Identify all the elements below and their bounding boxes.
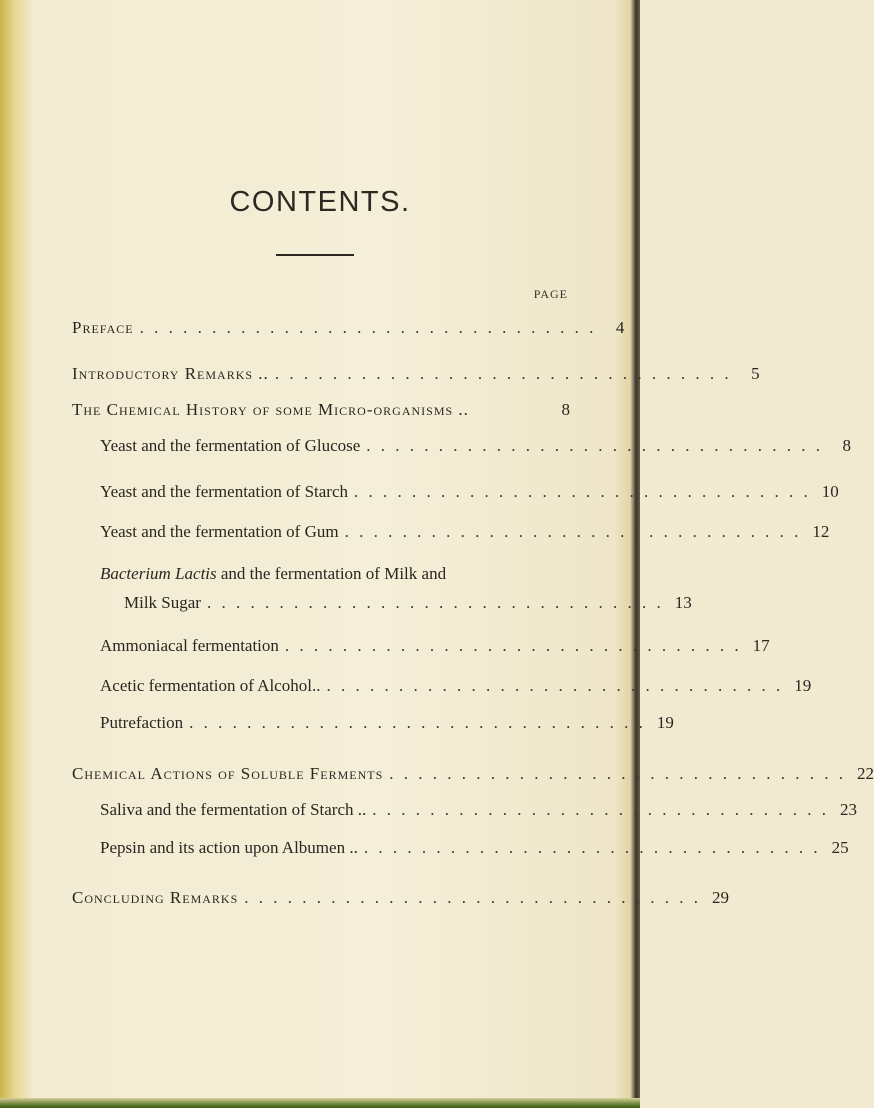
toc-entry-title: Ammoniacal fermentation bbox=[100, 636, 279, 655]
toc-entry-page: 8 bbox=[561, 400, 570, 419]
toc-entry-page: 23 bbox=[840, 800, 857, 819]
toc-entry-page: 13 bbox=[674, 593, 692, 612]
toc-entry-title: Yeast and the fermentation of Starch bbox=[100, 482, 349, 501]
toc-entry-title: The Chemical History of some Micro-organisms .. bbox=[72, 400, 469, 419]
toc-entry-starch bbox=[100, 482, 839, 502]
toc-entry-title: Yeast and the fermentation of Gum bbox=[100, 522, 339, 541]
toc-entry-page: 29 bbox=[712, 888, 730, 907]
toc-entry-glucose bbox=[100, 436, 852, 456]
toc-entry-title-italic: Bacterium Lactis bbox=[100, 564, 217, 583]
toc-entry-putrefaction bbox=[100, 713, 674, 733]
title-rule bbox=[276, 254, 354, 256]
toc-entry-concluding-remarks bbox=[72, 888, 730, 908]
toc-entry-chemical-actions bbox=[72, 764, 874, 784]
dot-leader: . . . . . . . . . . . . . . . . . . . . . . . . . . . . . . . . bbox=[274, 364, 732, 383]
toc-entry-title: Preface bbox=[72, 318, 134, 337]
toc-entry-title: Acetic fermentation of Alcohol.. bbox=[100, 676, 321, 695]
toc-entry-preface bbox=[72, 318, 625, 338]
dot-leader: . . . . . . . . . . . . . . . . . . . . . . . . . . . . . . . . bbox=[372, 800, 829, 819]
toc-entry-pepsin bbox=[100, 838, 849, 858]
dot-leader: . . . . . . . . . . . . . . . . . . . . . . . . . . . . . . . . bbox=[389, 764, 847, 783]
dot-leader: . . . . . . . . . . . . . . . . . . . . . . . . . . . . . . . . bbox=[139, 318, 597, 337]
toc-entry-acetic bbox=[100, 676, 812, 696]
toc-entry-page: 22 bbox=[857, 764, 874, 783]
page-column-label: PAGE bbox=[533, 287, 568, 301]
toc-entry-page: 17 bbox=[752, 636, 770, 655]
toc-entry-page: 4 bbox=[615, 318, 625, 337]
toc-entry-title: Introductory Remarks .. bbox=[72, 364, 269, 383]
toc-entry-page: 25 bbox=[831, 838, 849, 857]
toc-entry-bacterium-lactis-line1 bbox=[100, 564, 446, 584]
dot-leader: . . . . . . . . . . . . . . . . . . . . . . . . . . . . . . . . bbox=[326, 676, 784, 695]
dot-leader: . . . . . . . . . . . . . . . . . . . . . . . . . . . . . . . . bbox=[344, 522, 802, 541]
toc-entry-title: Pepsin and its action upon Albumen .. bbox=[100, 838, 358, 857]
dot-leader: . . . . . . . . . . . . . . . . . . . . . . . . . . . . . . . . bbox=[354, 482, 811, 501]
toc-entry-page: 19 bbox=[656, 713, 674, 732]
toc-entry-page: 12 bbox=[812, 522, 830, 541]
dot-leader: . . . . . . . . . . . . . . . . . . . . . . . . . . . . . . . . bbox=[366, 436, 824, 455]
toc-entry-title: Concluding Remarks bbox=[72, 888, 239, 907]
dot-leader: . . . . . . . . . . . . . . . . . . . . . . . . . . . . . . . . bbox=[189, 713, 646, 732]
page-title: CONTENTS. bbox=[229, 186, 411, 218]
toc-entry-chemical-history bbox=[72, 400, 570, 420]
toc-entry-title-rest: and the fermentation of Milk and bbox=[216, 564, 447, 583]
toc-entry-page: 8 bbox=[842, 436, 852, 455]
dot-leader: . . . . . . . . . . . . . . . . . . . . . . . . . . . . . . . . bbox=[363, 838, 821, 857]
toc-entry-page: 5 bbox=[751, 364, 760, 383]
toc-entry-page: 10 bbox=[821, 482, 839, 501]
toc-entry-introductory-remarks bbox=[72, 364, 760, 384]
toc-entry-gum bbox=[100, 522, 830, 542]
dot-leader: . . . . . . . . . . . . . . . . . . . . . . . . . . . . . . . . bbox=[206, 593, 664, 612]
toc-entry-title: Putrefaction bbox=[100, 713, 184, 732]
toc-entry-bacterium-lactis bbox=[124, 593, 692, 613]
toc-entry-title: Milk Sugar bbox=[124, 593, 201, 612]
page-edge-bottom bbox=[0, 1098, 640, 1108]
page-edge-right bbox=[630, 0, 640, 1108]
toc-entry-ammoniacal bbox=[100, 636, 770, 656]
dot-leader: . . . . . . . . . . . . . . . . . . . . . . . . . . . . . . . . bbox=[284, 636, 742, 655]
dot-leader: . . . . . . . . . . . . . . . . . . . . . . . . . . . . . . . . bbox=[244, 888, 702, 907]
toc-entry-page: 19 bbox=[794, 676, 812, 695]
toc-entry-title: Saliva and the fermentation of Starch .. bbox=[100, 800, 367, 819]
toc-entry-saliva bbox=[100, 800, 857, 820]
toc-entry-title: Yeast and the fermentation of Glucose bbox=[100, 436, 361, 455]
toc-entry-title: Chemical Actions of Soluble Ferments bbox=[72, 764, 384, 783]
